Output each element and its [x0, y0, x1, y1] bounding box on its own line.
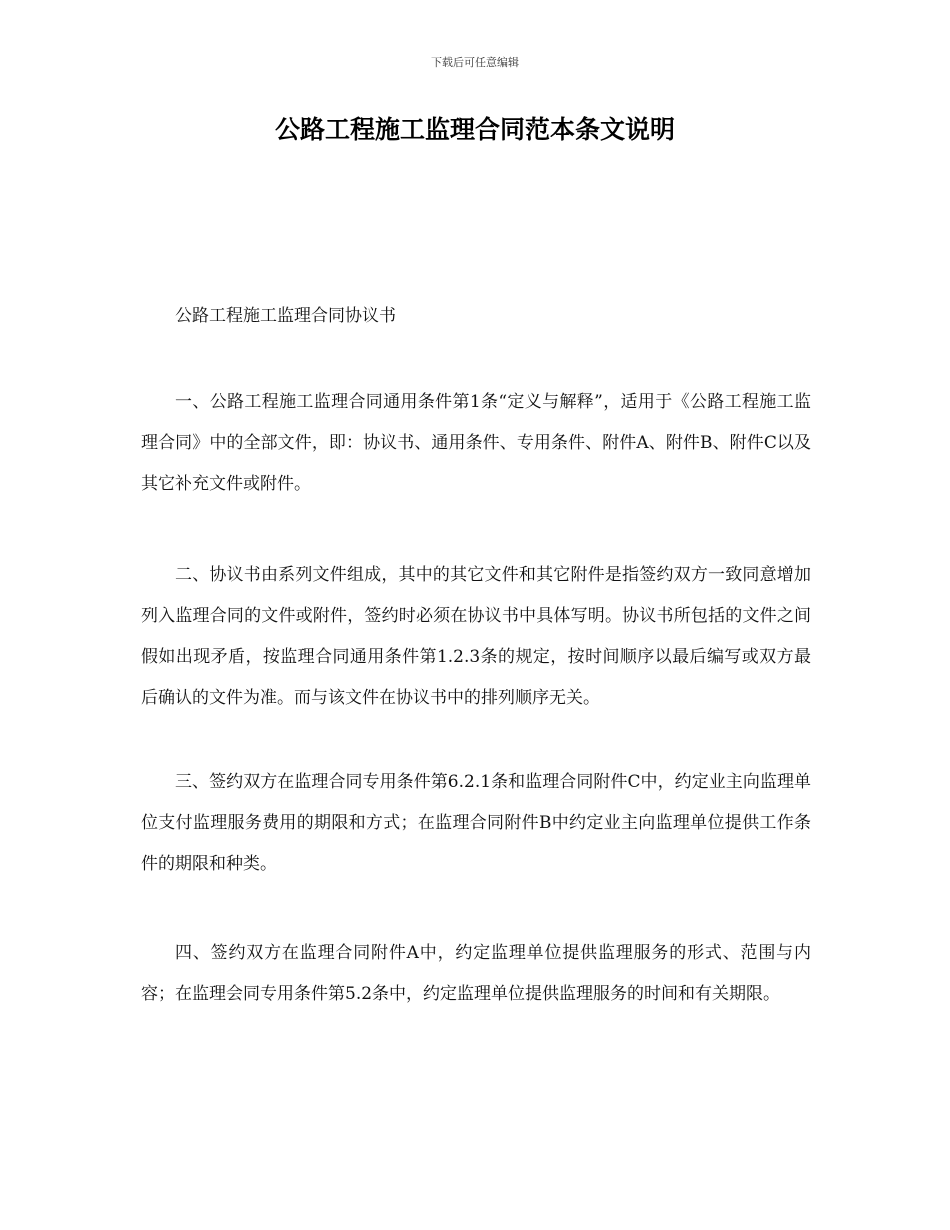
paragraph-1: 一、公路工程施工监理合同通用条件第1条“定义与解释”，适用于《公路工程施工监理合同》中的全部文件，即：协议书、通用条件、专用条件、附件A、附件B、附件C以及其它补充文件或附件。: [141, 392, 811, 494]
document-subtitle: 公路工程施工监理合同协议书: [175, 306, 396, 326]
document-title: 公路工程施工监理合同范本条文说明: [274, 115, 675, 144]
page-header-note: 下载后可任意编辑: [431, 56, 519, 69]
paragraph-2: 二、协议书由系列文件组成，其中的其它文件和其它附件是指签约双方一致同意增加列入监理合同的文件或附件，签约时必须在协议书中具体写明。协议书所包括的文件之间假如出现矛盾，按监理合同通用条件第1.2.3条的规定，按时间顺序以最后编写或双方最后确认的文件为准。而与该文件在协议书中的排列顺序无关。: [141, 565, 811, 708]
paragraph-3: 三、签约双方在监理合同专用条件第6.2.1条和监理合同附件C中，约定业主向监理单位支付监理服务费用的期限和方式；在监理合同附件B中约定业主向监理单位提供工作条件的期限和种类。: [141, 772, 811, 874]
paragraph-4: 四、签约双方在监理合同附件A中，约定监理单位提供监理服务的形式、范围与内容；在监理会同专用条件第5.2条中，约定监理单位提供监理服务的时间和有关期限。: [141, 943, 811, 1004]
